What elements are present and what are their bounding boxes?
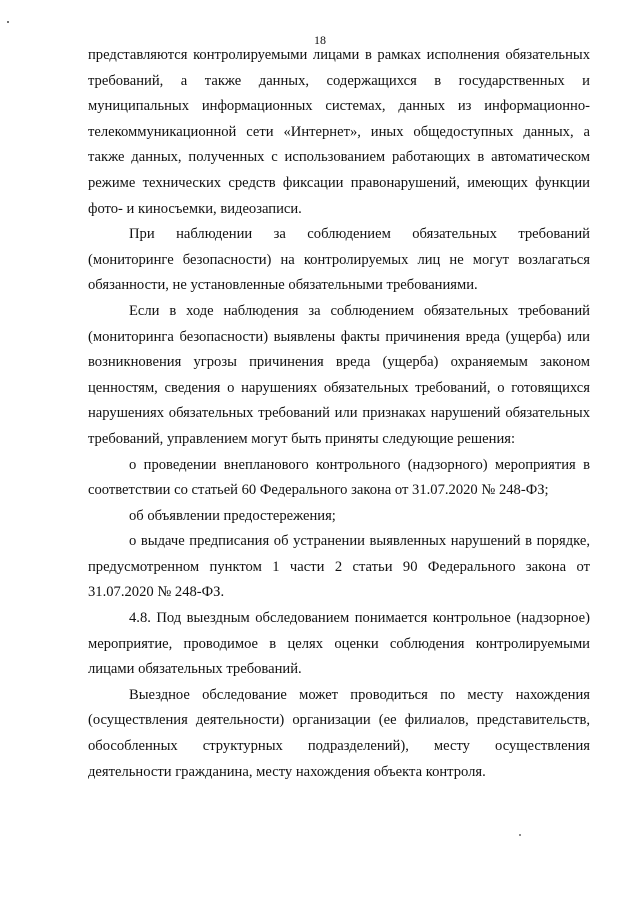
paragraph-decision-order: о выдаче предписания об устранении выявленных нарушений в порядке, предусмотренном пунктом 1 части 2 статьи 90 Федерального закона от 31.07.2020 № 248-ФЗ. xyxy=(88,533,590,601)
paragraph-continuation: представляются контролируемыми лицами в рамках исполнения обязательных требований, а также данных, содержащихся в государственных и муниципальных информационных системах, данных из информационно-телекоммуникационной сети «Интернет», иных общедоступных данных, а также данных, полученных с использованием работающих в автоматическом режиме технических средств фиксации правонарушений, имеющих функции фото- и киносъемки, видеозаписи. xyxy=(88,47,590,217)
paragraph-violations-decisions: Если в ходе наблюдения за соблюдением обязательных требований (мониторинга безопасности) выявлены факты причинения вреда (ущерба) или возникновения угрозы причинения вреда (ущерба) охраняемым законом ценностям, сведения о нарушениях обязательных требований, о готовящихся нарушениях обязательных требований или признаках нарушений обязательных требований, управлением могут быть приняты следующие решения: xyxy=(88,302,590,447)
scan-artifact-mark xyxy=(7,21,9,23)
paragraph-observation-restriction: При наблюдении за соблюдением обязательных требований (мониторинге безопасности) на контролируемых лиц не могут возлагаться обязанности, не установленные обязательными требованиями. xyxy=(88,226,590,294)
paragraph-decision-unscheduled-inspection: о проведении внепланового контрольного (надзорного) мероприятия в соответствии со статьей 60 Федерального закона от 31.07.2020 № 248-ФЗ; xyxy=(88,456,590,499)
document-body xyxy=(88,43,590,785)
paragraph-decision-warning: об объявлении предостережения; xyxy=(129,507,336,524)
paragraph-section-4-8: 4.8. Под выездным обследованием понимается контрольное (надзорное) мероприятие, проводимое в целях оценки соблюдения контролируемыми лицами обязательных требований. xyxy=(88,610,590,678)
page-number: 18 xyxy=(314,33,326,47)
paragraph-field-inspection-location: Выездное обследование может проводиться по месту нахождения (осуществления деятельности) организации (ее филиалов, представительств, обособленных структурных подразделений), месту осуществления деятельности гражданина, месту нахождения объекта контроля. xyxy=(88,686,590,780)
scan-artifact-dot xyxy=(519,834,521,836)
